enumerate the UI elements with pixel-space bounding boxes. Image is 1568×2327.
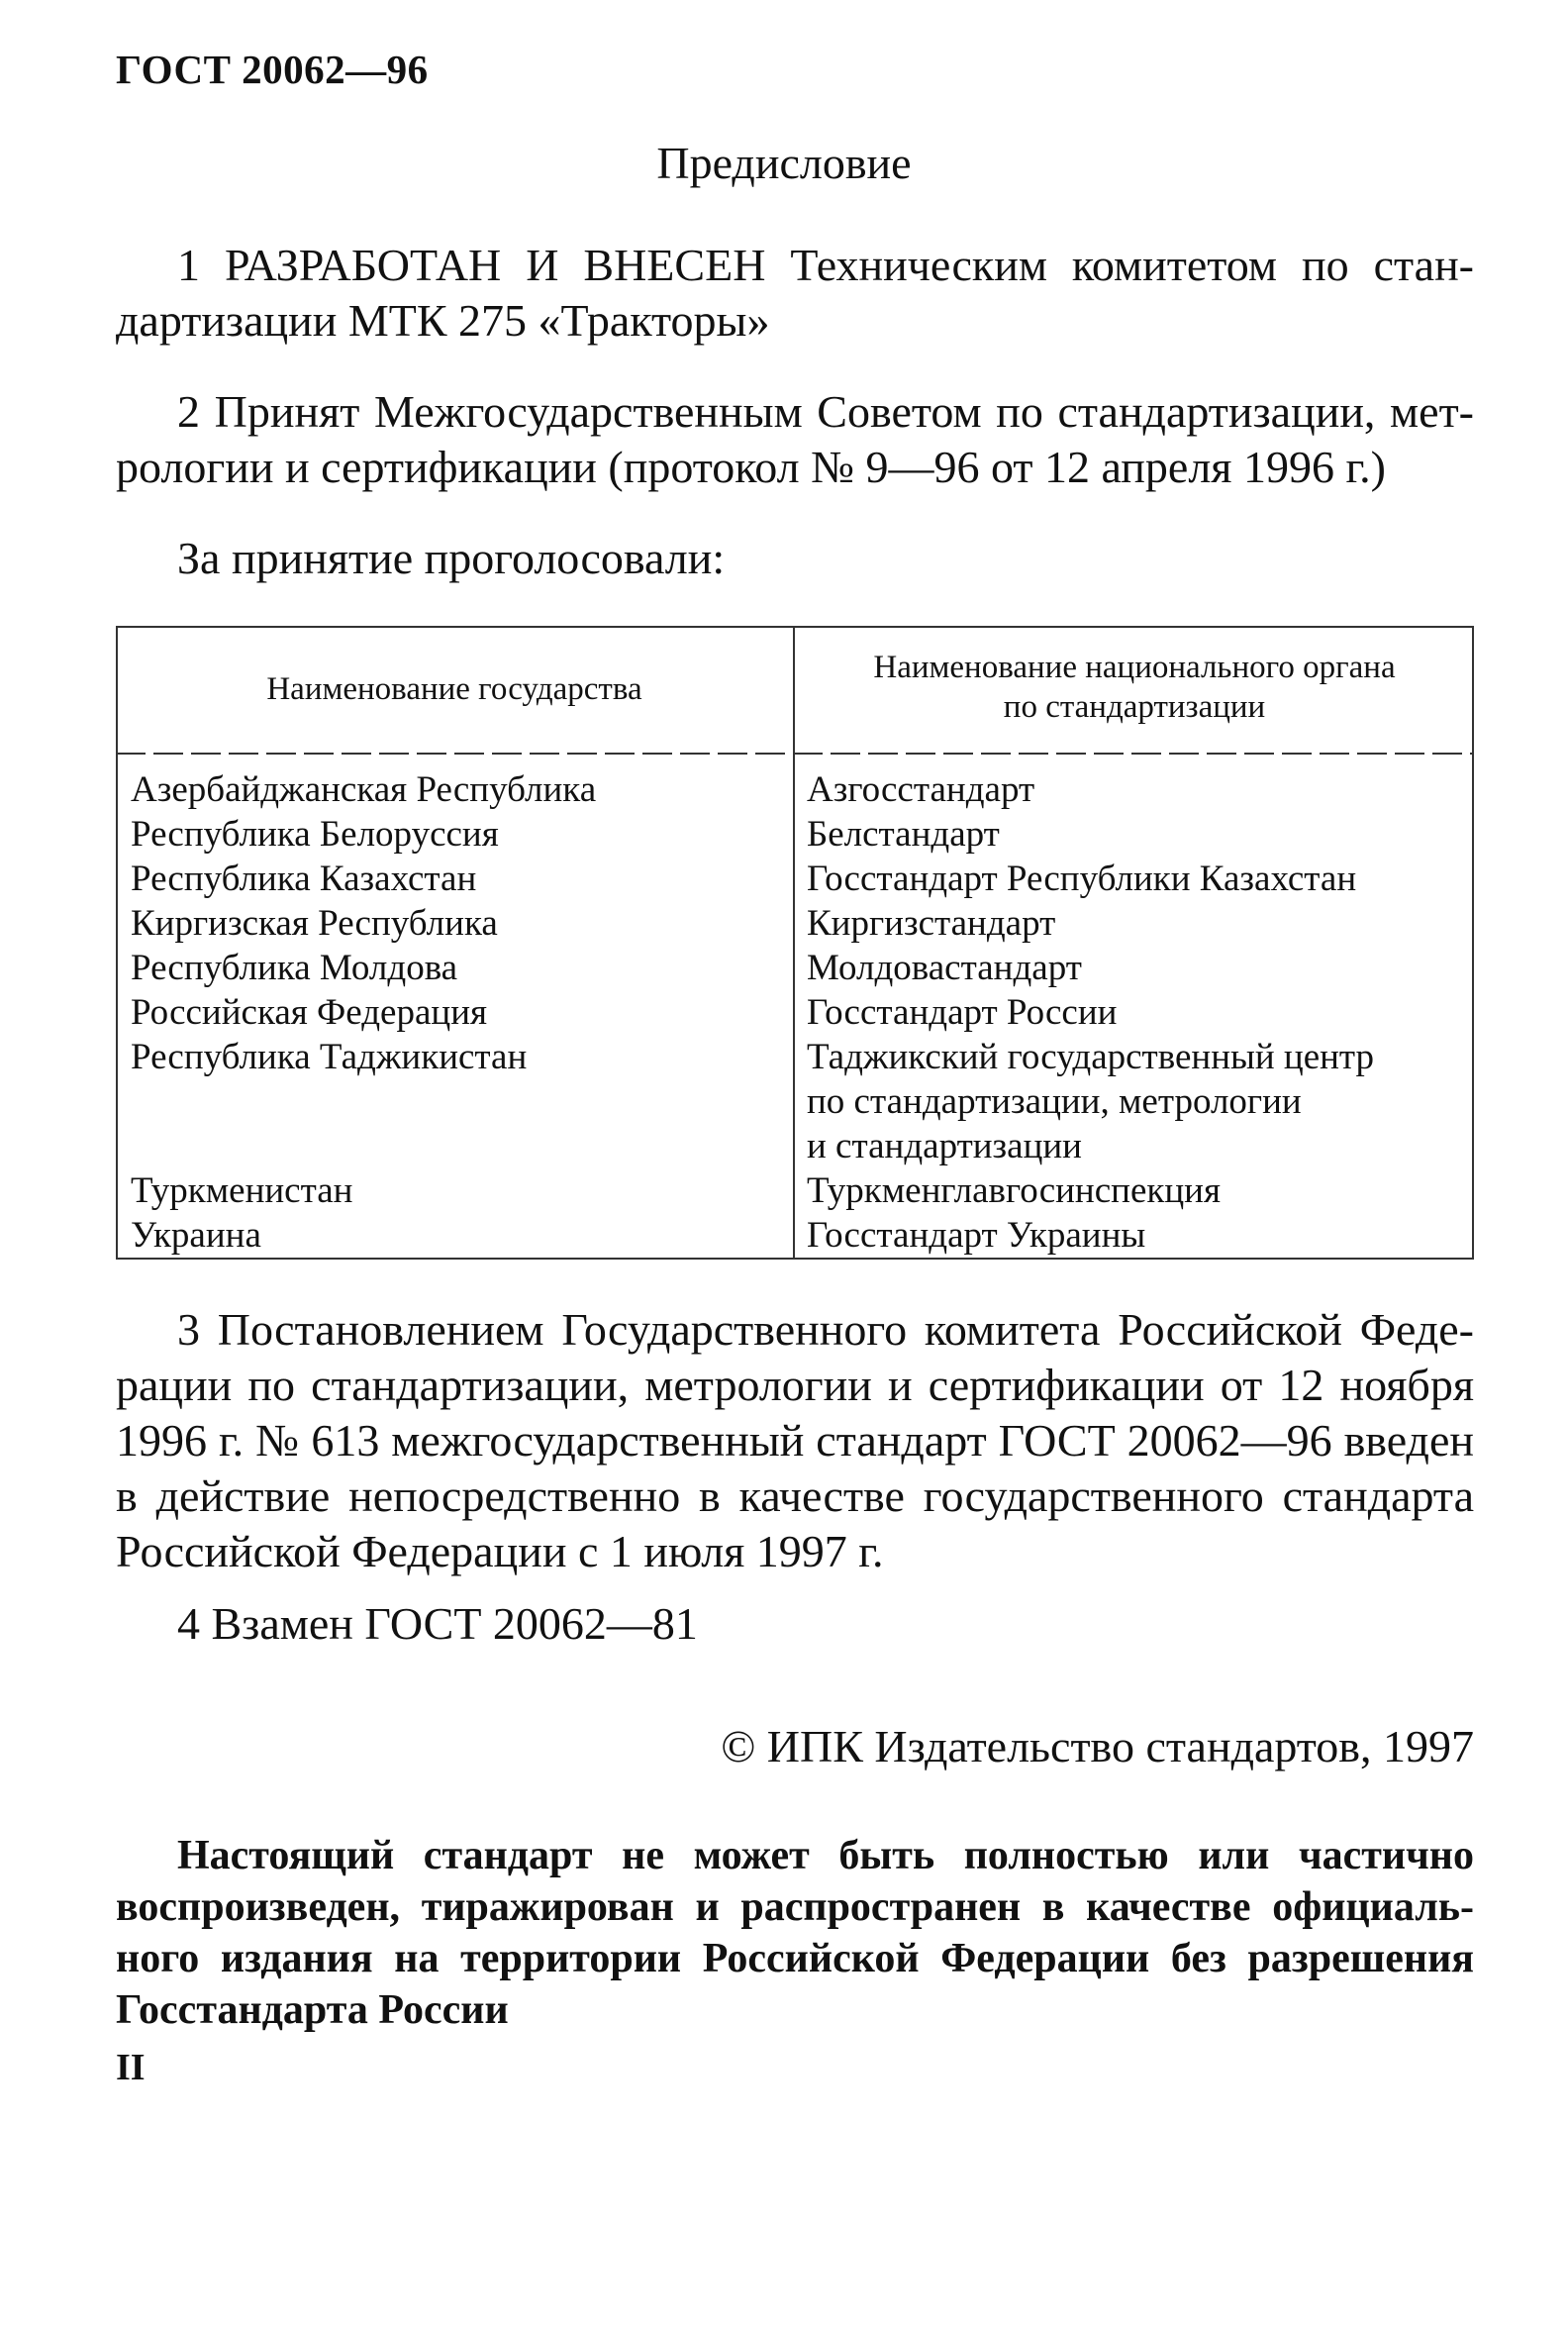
table-row-body: Таджикский государственный центр [807, 1037, 1375, 1077]
item-1-paragraph [116, 238, 1474, 349]
notice-line-3: ного издания на территории Российской Федерации без разрешения [116, 1936, 1474, 1981]
item-3-line-4: в действие непосредственно в качестве государственного стандарта [116, 1470, 1474, 1521]
table-row-state: Туркменистан [131, 1170, 353, 1211]
page-number: II [116, 2047, 146, 2088]
item-2-line-2: рологии и сертификации (протокол № 9—96 от 12 апреля 1996 г.) [116, 442, 1386, 492]
voting-table [116, 626, 1474, 1260]
page-title: Предисловие [656, 138, 912, 188]
notice-line-1: Настоящий стандарт не может быть полностью или частично [177, 1833, 1474, 1878]
table-header-state: Наименование государства [266, 671, 642, 707]
table-row-body: Госстандарт Украины [807, 1215, 1146, 1256]
table-row-state: Российская Федерация [131, 992, 488, 1033]
notice-line-2: воспроизведен, тиражирован и распространен в качестве официаль- [116, 1884, 1474, 1930]
table-row-body: Молдовастандарт [807, 948, 1082, 988]
table-row-state: Киргизская Республика [131, 903, 498, 944]
item-4-paragraph: 4 Взамен ГОСТ 20062—81 [177, 1598, 698, 1649]
table-row-state: Республика Молдова [131, 948, 458, 988]
vote-intro: За принятие проголосовали: [177, 533, 726, 583]
item-2-line-1: 2 Принят Межгосударственным Советом по стандартизации, мет- [177, 386, 1474, 437]
table-header-body-line-1: Наименование национального органа [873, 650, 1396, 685]
table-row-state: Республика Белоруссия [131, 814, 499, 855]
table-row-state: Республика Таджикистан [131, 1037, 528, 1077]
table-header-body [795, 648, 1474, 727]
notice-line-4: Госстандарта России [116, 1987, 509, 2033]
table-row-body: Туркменглавгосинспекция [807, 1170, 1221, 1211]
table-row-state: Азербайджанская Республика [131, 769, 597, 810]
table-row-body: Госстандарт России [807, 992, 1118, 1033]
table-row-body: Госстандарт Республики Казахстан [807, 859, 1357, 899]
table-row-state: Украина [131, 1215, 261, 1256]
item-3-paragraph [116, 1302, 1474, 1579]
item-1-line-2: дартизации МТК 275 «Тракторы» [116, 295, 770, 346]
reproduction-notice [116, 1830, 1474, 2036]
table-row-state: Республика Казахстан [131, 859, 477, 899]
item-3-line-5: Российской Федерации с 1 июля 1997 г. [116, 1526, 884, 1576]
item-3-line-2: рации по стандартизации, метрологии и сертификации от 12 ноября [116, 1360, 1474, 1410]
table-row-body: Белстандарт [807, 814, 1000, 855]
copyright-line: © ИПК Издательство стандартов, 1997 [721, 1721, 1474, 1771]
item-1-line-1: 1 РАЗРАБОТАН И ВНЕСЕН Техническим комитетом по стан- [177, 240, 1474, 290]
table-header-body-line-2: по стандартизации [1003, 689, 1266, 725]
table-row-body: Киргизстандарт [807, 903, 1056, 944]
item-2-paragraph [116, 384, 1474, 495]
item-3-line-1: 3 Постановлением Государственного комитета Российской Феде- [177, 1304, 1474, 1355]
table-row-body-continued: и стандартизации [807, 1126, 1082, 1166]
item-3-line-3: 1996 г. № 613 межгосударственный стандарт ГОСТ 20062—96 введен [116, 1415, 1474, 1466]
document-header-code: ГОСТ 20062—96 [116, 47, 429, 92]
table-row-body: Азгосстандарт [807, 769, 1035, 810]
table-header-divider [116, 753, 1474, 755]
table-row-body-continued: по стандартизации, метрологии [807, 1081, 1302, 1122]
